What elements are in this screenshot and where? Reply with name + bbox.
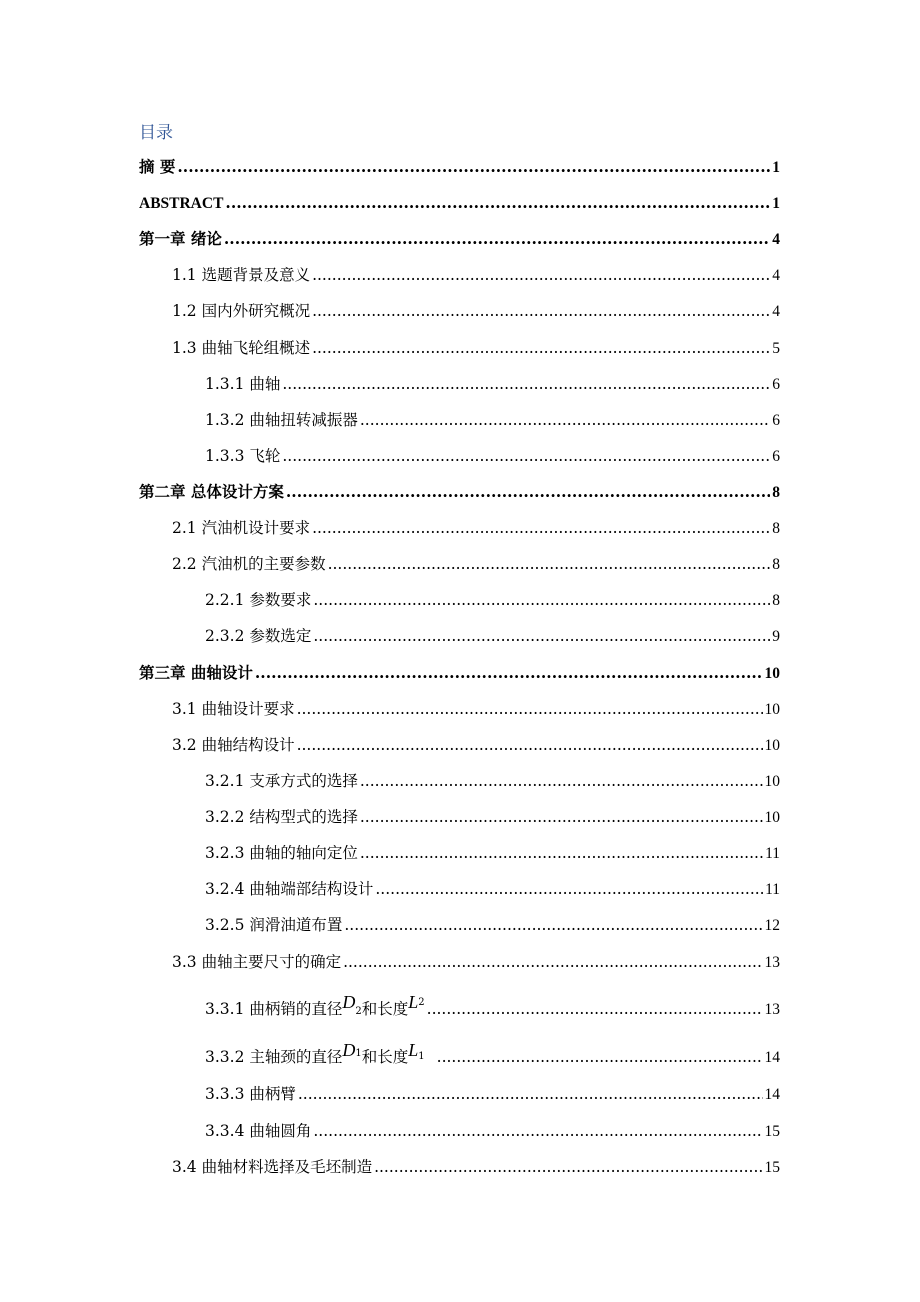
toc-entry-label: 第三章 曲轴设计 bbox=[139, 664, 253, 682]
toc-entry-label: 第一章 绪论 bbox=[139, 230, 222, 248]
toc-leader-dots bbox=[374, 1157, 762, 1177]
toc-entry-page: 6 bbox=[772, 448, 780, 465]
toc-leader-dots bbox=[312, 301, 770, 321]
toc-leader-dots bbox=[225, 193, 770, 213]
toc-entry-label bbox=[205, 992, 425, 1022]
toc-leader-dots bbox=[313, 590, 770, 610]
toc-entry-label: 2.2 汽油机的主要参数 bbox=[172, 555, 326, 573]
toc-entry-text: 3.3.1 曲柄销的直径 bbox=[205, 1000, 343, 1018]
toc-entry-2-2-1[interactable] bbox=[205, 590, 780, 611]
toc-leader-dots bbox=[360, 410, 770, 430]
toc-entry-page: 11 bbox=[765, 881, 780, 898]
toc-entry-3-2-3[interactable] bbox=[205, 843, 780, 864]
toc-leader-dots bbox=[312, 265, 770, 285]
toc-entry-text: 3.3.2 主轴颈的直径 bbox=[205, 1048, 343, 1066]
toc-entry-chapter-2[interactable] bbox=[139, 482, 780, 503]
toc-entry-page: 15 bbox=[764, 1123, 780, 1140]
toc-entry-1-3-1[interactable] bbox=[205, 374, 780, 395]
toc-entry-label: 2.3.2 参数选定 bbox=[205, 627, 312, 645]
toc-entry-page: 10 bbox=[764, 773, 780, 790]
toc-leader-dots bbox=[312, 338, 770, 358]
toc-entry-page: 6 bbox=[772, 376, 780, 393]
toc-entry-page: 14 bbox=[764, 1049, 780, 1066]
toc-entry-label: 3.2.2 结构型式的选择 bbox=[205, 808, 358, 826]
toc-entry-label bbox=[205, 1040, 425, 1070]
toc-entry-label: 第二章 总体设计方案 bbox=[139, 483, 284, 501]
toc-leader-dots bbox=[255, 663, 763, 683]
toc-leader-dots bbox=[360, 807, 763, 827]
toc-entry-chapter-1[interactable] bbox=[139, 229, 780, 250]
toc-entry-page: 4 bbox=[772, 267, 780, 284]
toc-leader-dots bbox=[427, 999, 763, 1019]
toc-entry-label: 2.1 汽油机设计要求 bbox=[172, 519, 311, 537]
toc-entry-3-3[interactable] bbox=[172, 952, 780, 973]
toc-entry-label: 3.2 曲轴结构设计 bbox=[172, 736, 295, 754]
toc-entry-page: 8 bbox=[772, 556, 780, 573]
symbol-l: L bbox=[408, 1040, 419, 1060]
symbol-d: D bbox=[342, 992, 356, 1012]
toc-entry-3-2-4[interactable] bbox=[205, 879, 780, 900]
toc-entry-page: 6 bbox=[772, 412, 780, 429]
toc-entry-page: 10 bbox=[764, 665, 780, 682]
toc-entry-3-2-5[interactable] bbox=[205, 915, 780, 936]
toc-leader-dots bbox=[313, 626, 770, 646]
toc-entry-page: 10 bbox=[764, 809, 780, 826]
toc-entry-label: 1.3 曲轴飞轮组概述 bbox=[172, 339, 311, 357]
toc-entry-3-1[interactable] bbox=[172, 699, 780, 720]
toc-entry-2-1[interactable] bbox=[172, 518, 780, 539]
toc-title: 目录 bbox=[139, 123, 173, 143]
toc-entry-page: 13 bbox=[764, 954, 780, 971]
toc-entry-3-2-2[interactable] bbox=[205, 807, 780, 828]
toc-entry-label: 3.2.4 曲轴端部结构设计 bbox=[205, 880, 374, 898]
toc-entry-page: 5 bbox=[772, 340, 780, 357]
toc-leader-dots bbox=[282, 446, 770, 466]
toc-entry-3-3-3[interactable] bbox=[205, 1084, 780, 1105]
symbol-subscript: 2 bbox=[418, 997, 425, 1008]
toc-entry-page: 8 bbox=[772, 592, 780, 609]
toc-entry-label: 3.2.1 支承方式的选择 bbox=[205, 772, 358, 790]
toc-entry-1-3[interactable] bbox=[172, 338, 780, 359]
toc-entry-label: 1.3.3 飞轮 bbox=[205, 447, 281, 465]
toc-leader-dots bbox=[375, 879, 763, 899]
toc-entry-label: ABSTRACT bbox=[139, 195, 224, 212]
toc-entry-page: 4 bbox=[772, 303, 780, 320]
toc-entry-page: 1 bbox=[772, 195, 780, 212]
toc-leader-dots bbox=[343, 952, 762, 972]
symbol-d: D bbox=[342, 1040, 356, 1060]
toc-leader-dots bbox=[297, 699, 763, 719]
symbol-subscript: 2 bbox=[355, 1006, 362, 1017]
toc-entry-label: 1.3.1 曲轴 bbox=[205, 375, 281, 393]
symbol-l: L bbox=[408, 992, 419, 1012]
toc-entry-label: 1.3.2 曲轴扭转减振器 bbox=[205, 411, 358, 429]
toc-entry-abstract-cn[interactable] bbox=[139, 157, 780, 178]
toc-entry-label: 3.3.3 曲柄臂 bbox=[205, 1085, 296, 1103]
toc-entry-page: 8 bbox=[772, 484, 780, 501]
toc-entry-label: 3.2.3 曲轴的轴向定位 bbox=[205, 844, 358, 862]
toc-leader-dots bbox=[344, 915, 762, 935]
toc-entry-chapter-3[interactable] bbox=[139, 663, 780, 684]
toc-leader-dots bbox=[437, 1047, 763, 1067]
symbol-subscript: 1 bbox=[355, 1048, 362, 1059]
toc-entry-text: 和长度 bbox=[361, 1048, 409, 1066]
toc-leader-dots bbox=[360, 771, 763, 791]
toc-entry-3-2-1[interactable] bbox=[205, 771, 780, 792]
toc-leader-dots bbox=[312, 518, 770, 538]
toc-entry-3-2[interactable] bbox=[172, 735, 780, 756]
toc-entry-label: 1.2 国内外研究概况 bbox=[172, 302, 311, 320]
toc-entry-page: 14 bbox=[764, 1086, 780, 1103]
toc-entry-page: 11 bbox=[765, 845, 780, 862]
toc-leader-dots bbox=[328, 554, 771, 574]
toc-entry-label: 1.1 选题背景及意义 bbox=[172, 266, 311, 284]
toc-entry-1-2[interactable] bbox=[172, 301, 780, 322]
toc-leader-dots bbox=[298, 1084, 763, 1104]
toc-entry-label: 3.2.5 润滑油道布置 bbox=[205, 916, 343, 934]
toc-leader-dots bbox=[282, 374, 770, 394]
toc-entry-label: 摘 要 bbox=[139, 158, 176, 176]
toc-entry-label: 3.1 曲轴设计要求 bbox=[172, 700, 295, 718]
toc-entry-label: 2.2.1 参数要求 bbox=[205, 591, 312, 609]
toc-entry-label: 3.3 曲轴主要尺寸的确定 bbox=[172, 953, 342, 971]
toc-entry-3-3-2[interactable] bbox=[205, 1040, 780, 1070]
toc-entry-page: 1 bbox=[772, 159, 780, 176]
toc-entry-page: 4 bbox=[772, 231, 780, 248]
toc-entry-3-4[interactable] bbox=[172, 1157, 780, 1178]
toc-entry-page: 15 bbox=[764, 1159, 780, 1176]
toc-entry-page: 8 bbox=[772, 520, 780, 537]
toc-leader-dots bbox=[177, 157, 770, 177]
toc-entry-page: 13 bbox=[764, 1001, 780, 1018]
toc-leader-dots bbox=[297, 735, 763, 755]
toc-entry-1-3-2[interactable] bbox=[205, 410, 780, 431]
toc-leader-dots bbox=[224, 229, 770, 249]
toc-leader-dots bbox=[286, 482, 770, 502]
toc-entry-1-3-3[interactable] bbox=[205, 446, 780, 467]
symbol-subscript: 1 bbox=[418, 1051, 425, 1062]
toc-leader-dots bbox=[313, 1121, 762, 1141]
toc-entry-2-2[interactable] bbox=[172, 554, 780, 575]
toc-entry-page: 10 bbox=[764, 701, 780, 718]
toc-entry-page: 9 bbox=[772, 628, 780, 645]
toc-entry-label: 3.3.4 曲轴圆角 bbox=[205, 1122, 312, 1140]
toc-entry-abstract-en[interactable] bbox=[139, 193, 780, 214]
toc-entry-page: 10 bbox=[764, 737, 780, 754]
toc-entry-2-3-2[interactable] bbox=[205, 626, 780, 647]
toc-entry-3-3-4[interactable] bbox=[205, 1121, 780, 1142]
toc-entry-page: 12 bbox=[764, 917, 780, 934]
toc-entry-label: 3.4 曲轴材料选择及毛坯制造 bbox=[172, 1158, 373, 1176]
toc-entry-3-3-1[interactable] bbox=[205, 992, 780, 1022]
toc-leader-dots bbox=[360, 843, 763, 863]
toc-entry-text: 和长度 bbox=[361, 1000, 409, 1018]
toc-entry-1-1[interactable] bbox=[172, 265, 780, 286]
